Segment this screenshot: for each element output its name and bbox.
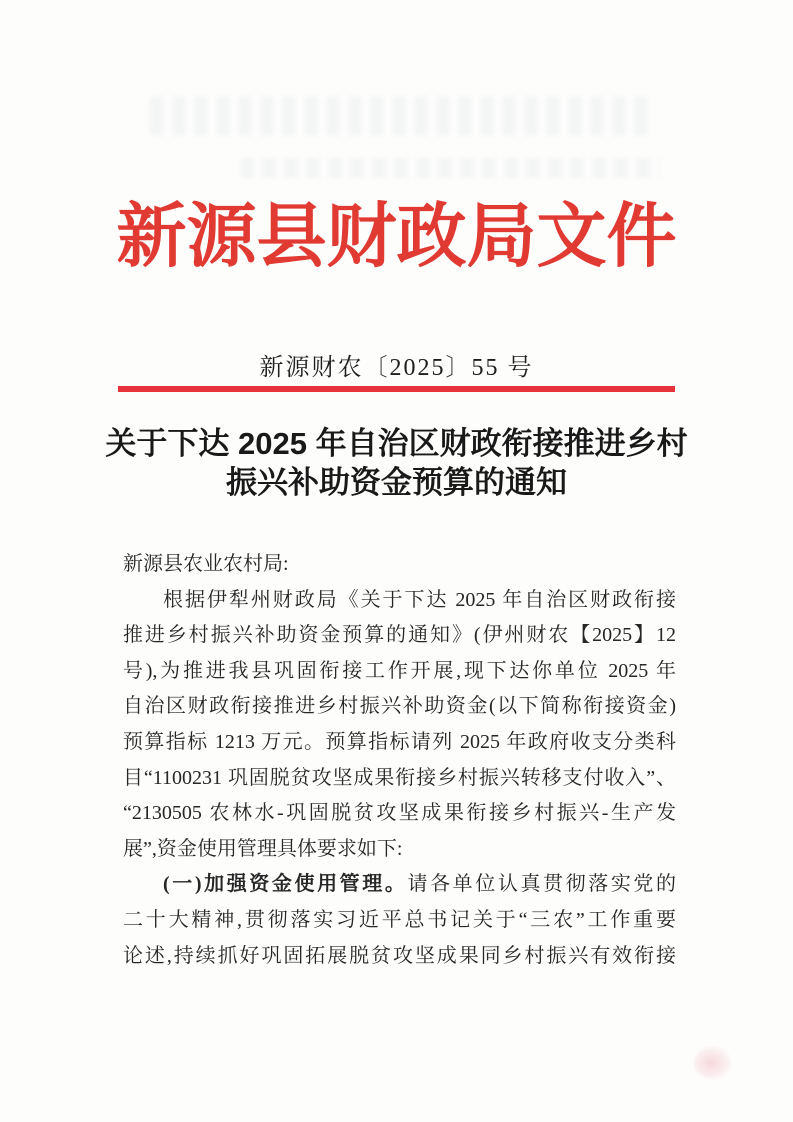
body-line: 展”,资金使用管理具体要求如下: [123, 837, 403, 860]
document-number: 新源财农〔2025〕55 号 [259, 355, 534, 381]
document-title [60, 424, 733, 502]
document-body [123, 547, 676, 974]
document-title-line-1: 关于下达 2025 年自治区财政衔接推进乡村 [105, 426, 688, 461]
agency-header-title: 新源县财政局文件 [116, 199, 677, 276]
body-line: 目“1100231 巩固脱贫攻坚成果衔接乡村振兴转移支付收入”、 [123, 766, 676, 789]
body-line: 自治区财政衔接推进乡村振兴补助资金(以下简称衔接资金) [123, 695, 676, 718]
document-title-line-2: 振兴补助资金预算的通知 [226, 465, 567, 500]
body-line: 推进乡村振兴补助资金预算的通知》(伊州财农【2025】12 [123, 624, 676, 647]
paragraph-lead-bold: (一)加强资金使用管理。 [163, 873, 408, 896]
body-line: “2130505 农林水-巩固脱贫攻坚成果衔接乡村振兴-生产发 [123, 802, 676, 825]
red-divider-line [118, 386, 675, 392]
body-line [123, 867, 676, 903]
body-line: 号),为推进我县巩固衔接工作开展,现下达你单位 2025 年 [123, 659, 676, 682]
body-line: 预算指标 1213 万元。预算指标请列 2025 年政府收支分类科 [123, 730, 676, 753]
scan-smudge-artifact [694, 1046, 732, 1080]
body-line: 二十大精神,贯彻落实习近平总书记关于“三农”工作重要 [123, 908, 676, 931]
scan-bleed-artifact [150, 96, 650, 136]
body-line: 根据伊犁州财政局《关于下达 2025 年自治区财政衔接 [163, 588, 676, 611]
scan-bleed-artifact [240, 158, 660, 178]
paragraph-lead-rest: 请各单位认真贯彻落实党的 [407, 873, 677, 896]
addressee-line: 新源县农业农村局: [123, 553, 289, 575]
body-line: 论述,持续抓好巩固拓展脱贫攻坚成果同乡村振兴有效衔接 [123, 944, 676, 967]
